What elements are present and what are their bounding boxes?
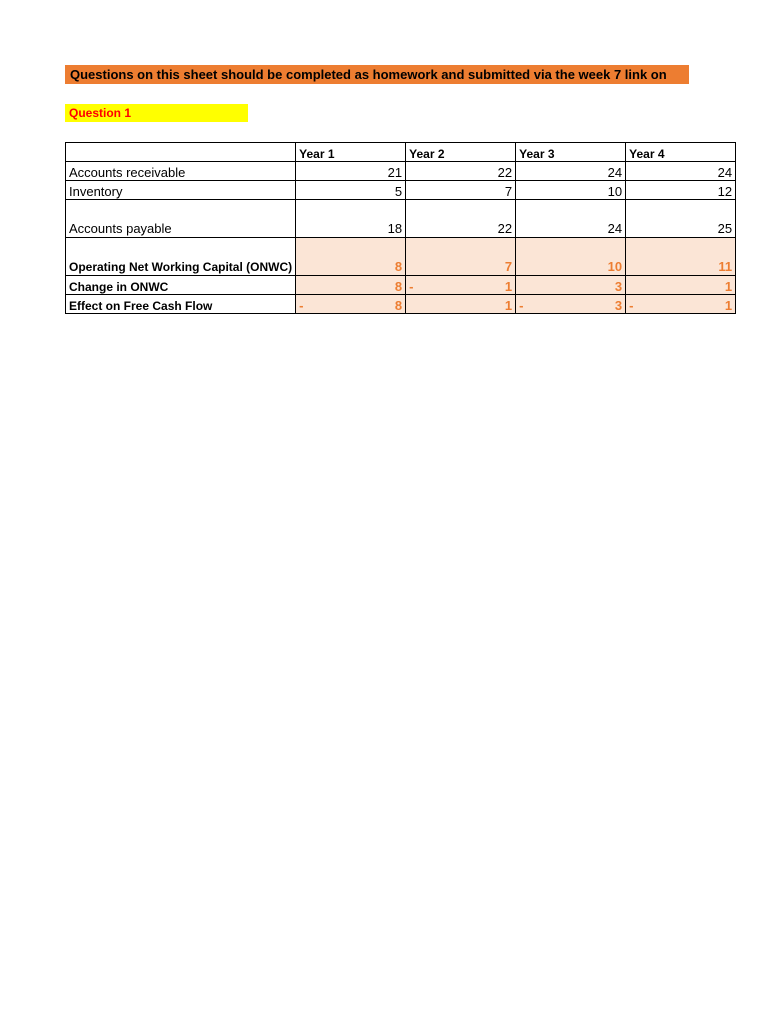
cell-value: 1 (724, 298, 733, 313)
header-year-2[interactable]: Year 2 (406, 143, 516, 162)
cell-value: 8 (394, 279, 403, 294)
negative-sign: - (519, 298, 524, 313)
cell-inv-year-3[interactable]: 10 (516, 181, 626, 200)
question-label[interactable] (65, 104, 248, 122)
header-year-4[interactable]: Year 4 (626, 143, 736, 162)
cell-value: 8 (394, 298, 403, 313)
row-label-accounts-receivable[interactable]: Accounts receivable (66, 162, 296, 181)
cell-onwc-year-2[interactable]: 7 (406, 238, 516, 276)
banner-text: Questions on this sheet should be completed as homework and submitted via the week 7 link on (70, 67, 667, 82)
row-label-change-onwc[interactable]: Change in ONWC (66, 276, 296, 295)
cell-onwc-year-4[interactable]: 11 (626, 238, 736, 276)
question-label-text: Question 1 (69, 106, 132, 120)
cell-value: 1 (504, 298, 513, 313)
row-label-accounts-payable[interactable]: Accounts payable (66, 200, 296, 238)
cell-ar-year-4[interactable]: 24 (626, 162, 736, 181)
cell-value: 1 (724, 279, 733, 294)
cell-change-year-2[interactable] (406, 276, 516, 295)
row-label-inventory[interactable]: Inventory (66, 181, 296, 200)
cell-ar-year-1[interactable]: 21 (296, 162, 406, 181)
cell-inv-year-1[interactable]: 5 (296, 181, 406, 200)
working-capital-table (65, 142, 736, 314)
row-label-effect-fcf[interactable]: Effect on Free Cash Flow (66, 295, 296, 314)
header-row (66, 143, 736, 162)
negative-sign: - (409, 279, 414, 294)
negative-sign: - (629, 298, 634, 313)
table-row-change-onwc (66, 276, 736, 295)
cell-ap-year-1[interactable]: 18 (296, 200, 406, 238)
table-row-accounts-payable (66, 200, 736, 238)
cell-inv-year-4[interactable]: 12 (626, 181, 736, 200)
cell-value: 3 (614, 279, 623, 294)
cell-ar-year-2[interactable]: 22 (406, 162, 516, 181)
header-year-3[interactable]: Year 3 (516, 143, 626, 162)
cell-ar-year-3[interactable]: 24 (516, 162, 626, 181)
cell-onwc-year-1[interactable]: 8 (296, 238, 406, 276)
table-row-inventory (66, 181, 736, 200)
table-row-effect-fcf (66, 295, 736, 314)
cell-onwc-year-3[interactable]: 10 (516, 238, 626, 276)
cell-change-year-3[interactable] (516, 276, 626, 295)
table-row-onwc (66, 238, 736, 276)
cell-fcf-year-1[interactable] (296, 295, 406, 314)
row-label-onwc[interactable]: Operating Net Working Capital (ONWC) (66, 238, 296, 276)
cell-fcf-year-3[interactable] (516, 295, 626, 314)
cell-ap-year-3[interactable]: 24 (516, 200, 626, 238)
header-cell-blank[interactable] (66, 143, 296, 162)
cell-ap-year-2[interactable]: 22 (406, 200, 516, 238)
cell-fcf-year-4[interactable] (626, 295, 736, 314)
cell-change-year-1[interactable] (296, 276, 406, 295)
cell-change-year-4[interactable] (626, 276, 736, 295)
cell-value: 3 (614, 298, 623, 313)
negative-sign: - (299, 298, 304, 313)
table-row-accounts-receivable (66, 162, 736, 181)
header-year-1[interactable]: Year 1 (296, 143, 406, 162)
cell-ap-year-4[interactable]: 25 (626, 200, 736, 238)
cell-fcf-year-2[interactable] (406, 295, 516, 314)
cell-value: 1 (504, 279, 513, 294)
cell-inv-year-2[interactable]: 7 (406, 181, 516, 200)
homework-banner (65, 65, 689, 84)
